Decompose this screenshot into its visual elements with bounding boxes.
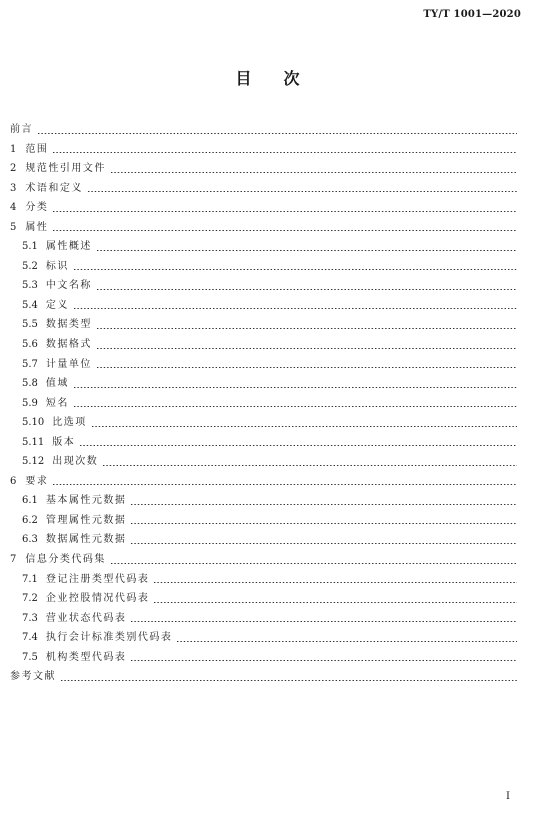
- toc-entry[interactable]: [10, 276, 517, 296]
- toc-entry-number: 5.9: [22, 397, 38, 409]
- toc-entry-label: 数据类型: [45, 319, 92, 331]
- toc-entry[interactable]: [10, 335, 517, 355]
- title-char-1: 目: [235, 69, 252, 88]
- standard-code-header: TY/T 1001—2020: [423, 9, 521, 20]
- toc-entry-label: 参考文献: [10, 671, 56, 683]
- toc-entry-number: 5.2: [22, 260, 38, 272]
- page-title: [0, 66, 535, 89]
- dot-leader: [102, 465, 517, 466]
- toc-entry-number: 5.3: [22, 280, 38, 292]
- dot-leader: [73, 406, 517, 407]
- dot-leader: [96, 367, 517, 368]
- toc-entry-label: 营业状态代码表: [45, 612, 127, 624]
- toc-entry-label: 短名: [45, 397, 69, 409]
- toc-entry[interactable]: [10, 296, 517, 316]
- toc-entry-label: 信息分类代码集: [25, 554, 106, 566]
- toc-entry-label: 定义: [45, 299, 69, 311]
- toc-entry-label: 规范性引用文件: [25, 163, 106, 175]
- toc-entry[interactable]: [10, 237, 517, 257]
- dot-leader: [130, 621, 517, 622]
- toc-entry-label: 基本属性元数据: [45, 495, 127, 507]
- toc-entry[interactable]: [10, 433, 517, 453]
- toc-entry-label: 属性: [25, 221, 49, 233]
- toc-entry-number: 7.5: [22, 651, 38, 663]
- toc-entry[interactable]: [10, 218, 517, 238]
- toc-entry-label: 范围: [25, 143, 49, 155]
- dot-leader: [96, 328, 517, 329]
- toc-entry-label: 标识: [45, 260, 69, 272]
- toc-entry-number: 3: [10, 182, 17, 194]
- toc-entry-number: 7.1: [22, 573, 38, 585]
- toc-entry-label: 登记注册类型代码表: [45, 573, 150, 585]
- toc-entry-number: 5.6: [22, 339, 38, 351]
- dot-leader: [60, 680, 517, 681]
- toc-entry[interactable]: [10, 413, 517, 433]
- toc-entry[interactable]: [10, 530, 517, 550]
- toc-entry-label: 出现次数: [52, 456, 99, 468]
- table-of-contents: [10, 120, 517, 687]
- toc-entry-label: 比选项: [52, 417, 87, 429]
- toc-entry-number: 7.3: [22, 612, 38, 624]
- dot-leader: [153, 582, 517, 583]
- toc-entry[interactable]: [10, 570, 517, 590]
- dot-leader: [130, 660, 517, 661]
- toc-entry-number: 5.10: [22, 417, 45, 429]
- dot-leader: [96, 289, 517, 290]
- toc-entry[interactable]: [10, 609, 517, 629]
- dot-leader: [153, 602, 517, 603]
- toc-entry[interactable]: [10, 120, 517, 140]
- toc-entry[interactable]: [10, 198, 517, 218]
- toc-entry-label: 执行会计标准类别代码表: [45, 632, 173, 644]
- toc-entry[interactable]: [10, 159, 517, 179]
- toc-entry[interactable]: [10, 355, 517, 375]
- toc-entry-number: 5.11: [22, 436, 45, 448]
- dot-leader: [130, 504, 517, 505]
- toc-entry-number: 7.4: [22, 632, 38, 644]
- toc-entry[interactable]: [10, 140, 517, 160]
- dot-leader: [96, 348, 517, 349]
- toc-entry[interactable]: [10, 472, 517, 492]
- toc-entry-number: 2: [10, 163, 17, 175]
- dot-leader: [73, 308, 517, 309]
- toc-entry-label: 版本: [52, 436, 76, 448]
- toc-entry-label: 管理属性元数据: [45, 514, 127, 526]
- toc-entry-number: 7: [10, 554, 17, 566]
- dot-leader: [130, 543, 517, 544]
- toc-entry-label: 数据格式: [45, 339, 92, 351]
- toc-entry-label: 前言: [10, 124, 33, 135]
- dot-leader: [87, 191, 517, 192]
- toc-entry-label: 属性概述: [45, 241, 92, 253]
- toc-entry-label: 计量单位: [45, 358, 92, 370]
- dot-leader: [52, 211, 517, 212]
- toc-entry-label: 数据属性元数据: [45, 534, 127, 546]
- dot-leader: [52, 152, 517, 153]
- toc-entry-label: 机构类型代码表: [45, 651, 127, 663]
- dot-leader: [52, 230, 517, 231]
- toc-entry[interactable]: [10, 257, 517, 277]
- toc-entry-number: 6.3: [22, 534, 38, 546]
- dot-leader: [73, 269, 517, 270]
- toc-entry-label: 要求: [25, 475, 49, 487]
- dot-leader: [52, 484, 517, 485]
- toc-entry-number: 5.1: [22, 241, 38, 253]
- title-char-2: 次: [283, 69, 300, 88]
- toc-entry-number: 6.1: [22, 495, 38, 507]
- toc-entry-number: 5: [10, 221, 17, 233]
- dot-leader: [176, 641, 517, 642]
- toc-entry[interactable]: [10, 374, 517, 394]
- dot-leader: [79, 445, 517, 446]
- toc-entry[interactable]: [10, 550, 517, 570]
- toc-entry-label: 术语和定义: [25, 182, 83, 194]
- toc-entry-number: 5.5: [22, 319, 38, 331]
- dot-leader: [73, 387, 517, 388]
- toc-entry-number: 6.2: [22, 514, 38, 526]
- toc-entry-label: 值域: [45, 378, 69, 390]
- toc-entry-number: 4: [10, 202, 17, 214]
- dot-leader: [130, 523, 517, 524]
- toc-entry-number: 5.12: [22, 456, 45, 468]
- toc-entry[interactable]: [10, 179, 517, 199]
- dot-leader: [110, 172, 517, 173]
- toc-entry-number: 5.4: [22, 299, 38, 311]
- dot-leader: [37, 133, 517, 134]
- page-number: I: [506, 791, 510, 802]
- dot-leader: [91, 426, 517, 427]
- toc-entry[interactable]: [10, 589, 517, 609]
- toc-entry-number: 6: [10, 475, 17, 487]
- toc-entry-label: 中文名称: [45, 280, 92, 292]
- toc-entry-label: 企业控股情况代码表: [45, 593, 150, 605]
- toc-entry[interactable]: [10, 491, 517, 511]
- dot-leader: [96, 250, 517, 251]
- toc-entry[interactable]: [10, 667, 517, 687]
- toc-entry[interactable]: [10, 648, 517, 668]
- toc-entry[interactable]: [10, 452, 517, 472]
- toc-entry[interactable]: [10, 628, 517, 648]
- toc-entry-number: 1: [10, 143, 17, 155]
- toc-entry[interactable]: [10, 394, 517, 414]
- toc-entry[interactable]: [10, 511, 517, 531]
- dot-leader: [110, 563, 517, 564]
- toc-entry-number: 5.8: [22, 378, 38, 390]
- toc-entry-number: 7.2: [22, 593, 38, 605]
- toc-entry-label: 分类: [25, 202, 49, 214]
- toc-entry-number: 5.7: [22, 358, 38, 370]
- toc-entry[interactable]: [10, 315, 517, 335]
